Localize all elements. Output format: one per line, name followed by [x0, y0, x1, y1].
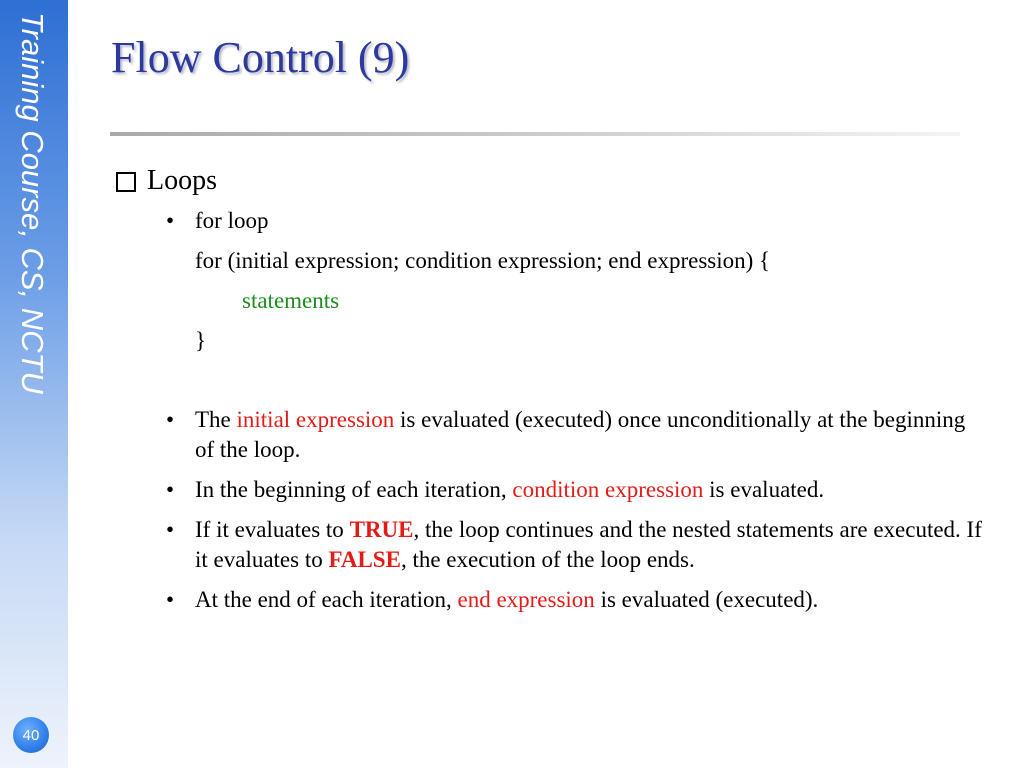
bullet-condition-expression [110, 475, 990, 505]
text-segment: , the loop continues and the nested statements are executed. If it evaluates to [195, 517, 982, 572]
code-line-header: for (initial expression; condition expression; end expression) { [195, 248, 771, 273]
slide-title: Flow Control (9) [111, 33, 410, 82]
term-false: FALSE [328, 547, 401, 572]
code-line-body: statements [242, 288, 340, 313]
sidebar-course-label: Training Course, CS, NCTU [15, 12, 50, 394]
bullet-for-loop [110, 206, 990, 236]
text-segment: is evaluated (executed). [594, 587, 819, 612]
code-line-close: } [195, 328, 207, 353]
heading-loops-label: Loops [147, 165, 217, 196]
slide-content [110, 160, 990, 615]
text-segment: If it evaluates to [195, 517, 350, 542]
for-loop-label: for loop [195, 208, 269, 233]
term-condition-expression: condition expression [512, 477, 704, 502]
bullet-dot-icon: • [166, 587, 175, 612]
text-segment: The [195, 407, 237, 432]
bullet-end-expression [110, 585, 990, 615]
term-initial-expression: initial expression [236, 407, 395, 432]
bullet-true-false [110, 515, 990, 575]
text-segment: is evaluated. [703, 477, 825, 502]
heading-loops [110, 160, 990, 202]
text-segment: In the beginning of each iteration, [195, 477, 513, 502]
sidebar [0, 0, 68, 768]
page-number-badge: 40 [13, 717, 49, 753]
term-true: TRUE [349, 517, 414, 542]
bullet-dot-icon: • [166, 477, 175, 502]
bullet-initial-expression [110, 405, 990, 465]
bullet-dot-icon: • [166, 517, 175, 542]
text-segment: , the execution of the loop ends. [400, 547, 695, 572]
title-divider [110, 132, 960, 136]
checkbox-bullet-icon [116, 172, 136, 192]
bullet-dot-icon: • [166, 208, 175, 233]
text-segment: is evaluated (executed) once unconditionally at the beginning of the loop. [195, 407, 966, 462]
term-end-expression: end expression [457, 587, 595, 612]
bullet-dot-icon: • [166, 407, 175, 432]
text-segment: At the end of each iteration, [195, 587, 458, 612]
